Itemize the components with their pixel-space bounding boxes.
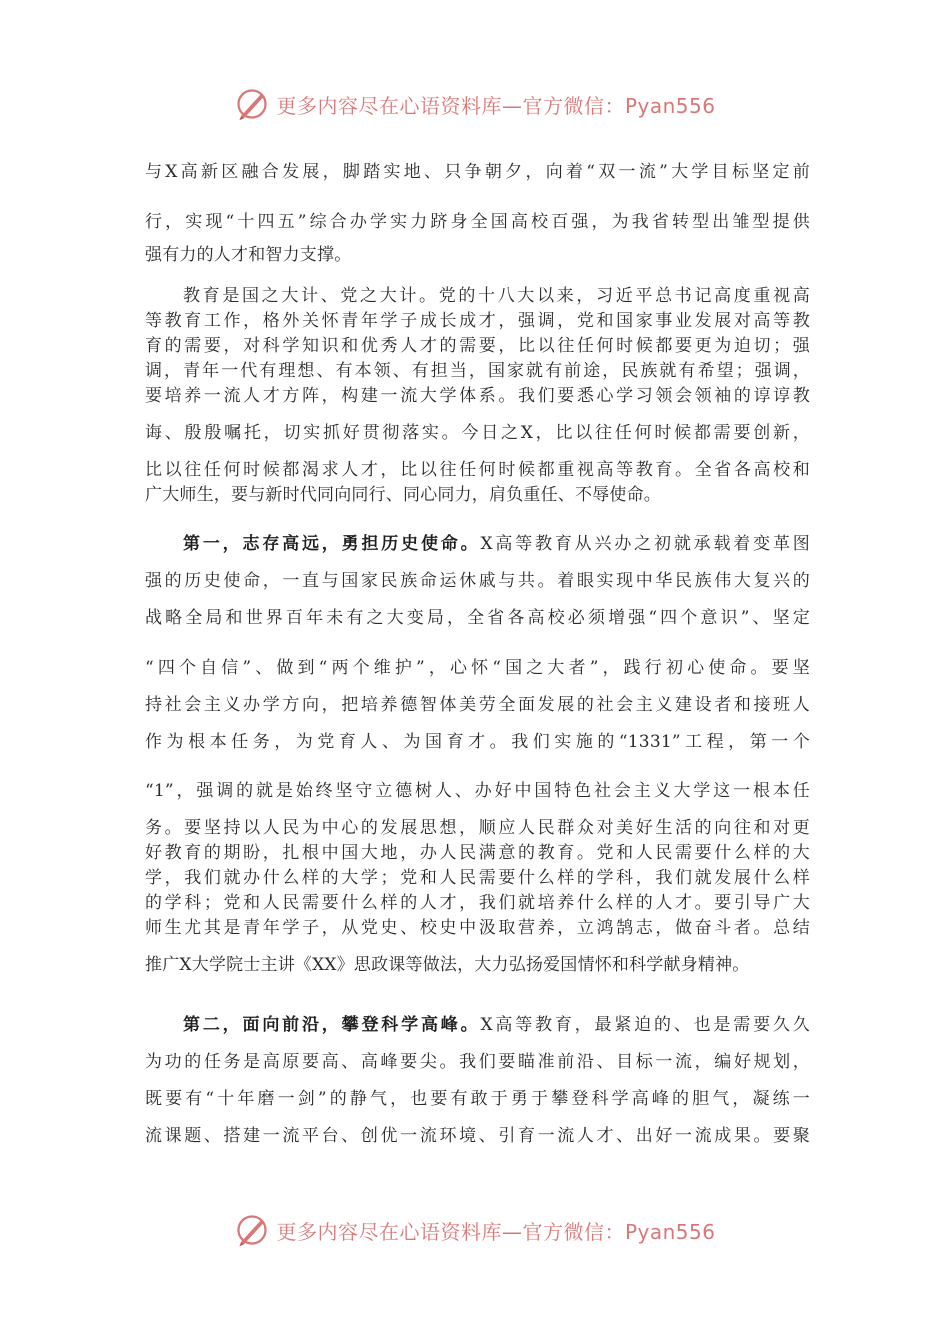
text-line: 教育是国之大计、党之大计。党的十八大以来，习近平总书记高度重视高 bbox=[183, 286, 810, 306]
text-line: 与X高新区融合发展，脚踏实地、只争朝夕，向着“双一流”大学目标坚定前 bbox=[145, 162, 810, 182]
text-line: 学，我们就办什么样的大学；党和人民需要什么样的学科，我们就发展什么样 bbox=[145, 868, 810, 888]
text-line: 比以往任何时候都渴求人才，比以往任何时候都重视高等教育。全省各高校和 bbox=[145, 460, 810, 480]
text-line: 师生尤其是青年学子，从党史、校史中汲取营养，立鸿鹄志，做奋斗者。总结 bbox=[145, 918, 810, 938]
text-line: 要培养一流人才方阵，构建一流大学体系。我们要悉心学习领会领袖的谆谆教 bbox=[145, 386, 810, 406]
text-line: X高等教育从兴办之初就承载着变革图 bbox=[480, 534, 810, 554]
text-line: 持社会主义办学方向，把培养德智体美劳全面发展的社会主义建设者和接班人 bbox=[145, 695, 810, 715]
text-line: “四个自信”、做到“两个维护”，心怀“国之大者”，践行初心使命。要坚 bbox=[145, 658, 810, 678]
text-line: 诲、殷殷嘱托，切实抓好贯彻落实。今日之X，比以往任何时候都需要创新， bbox=[145, 423, 810, 443]
text-line: 调，青年一代有理想、有本领、有担当，国家就有前途，民族就有希望；强调， bbox=[145, 361, 810, 381]
text-line: 既要有“十年磨一剑”的静气，也要有敢于勇于攀登科学高峰的胆气，凝练一 bbox=[145, 1089, 810, 1109]
heading-first: 第一，志存高远，勇担历史使命。 bbox=[183, 534, 481, 554]
text-line: 强有力的人才和智力支撑。 bbox=[145, 245, 352, 265]
text-line: 广大师生，要与新时代同向同行、同心同力，肩负重任、不辱使命。 bbox=[145, 485, 661, 505]
pen-logo-icon bbox=[234, 1212, 270, 1248]
pen-logo-icon bbox=[234, 86, 270, 122]
text-line: 务。要坚持以人民为中心的发展思想，顺应人民群众对美好生活的向往和对更 bbox=[145, 818, 810, 838]
paragraph-first bbox=[183, 533, 810, 555]
text-line: X高等教育，最紧迫的、也是需要久久 bbox=[480, 1015, 810, 1035]
text-line: 流课题、搭建一流平台、创优一流环境、引育一流人才、出好一流成果。要聚 bbox=[145, 1126, 810, 1146]
text-line: “1”，强调的就是始终坚守立德树人、办好中国特色社会主义大学这一根本任 bbox=[145, 781, 810, 801]
paragraph-second bbox=[183, 1014, 810, 1036]
text-line: 行，实现“十四五”综合办学实力跻身全国高校百强，为我省转型出雏型提供 bbox=[145, 212, 810, 232]
text-line: 作为根本任务，为党育人、为国育才。我们实施的“1331”工程，第一个 bbox=[145, 732, 810, 752]
watermark-text: 更多内容尽在心语资料库—官方微信：Pyan556 bbox=[276, 1219, 716, 1244]
text-line: 强的历史使命，一直与国家民族命运休戚与共。着眼实现中华民族伟大复兴的 bbox=[145, 571, 810, 591]
text-line: 的学科；党和人民需要什么样的人才，我们就培养什么样的人才。要引导广大 bbox=[145, 893, 810, 913]
text-line: 好教育的期盼，扎根中国大地，办人民满意的教育。党和人民需要什么样的大 bbox=[145, 843, 810, 863]
text-line: 等教育工作，格外关怀青年学子成长成才，强调，党和国家事业发展对高等教 bbox=[145, 311, 810, 331]
heading-second: 第二，面向前沿，攀登科学高峰。 bbox=[183, 1015, 481, 1035]
header-watermark bbox=[0, 84, 950, 124]
text-line: 为功的任务是高原要高、高峰要尖。我们要瞄准前沿、目标一流，编好规划， bbox=[145, 1052, 810, 1072]
watermark-text: 更多内容尽在心语资料库—官方微信：Pyan556 bbox=[276, 93, 716, 118]
footer-watermark bbox=[0, 1210, 950, 1250]
text-line: 育的需要，对科学知识和优秀人才的需要，比以往任何时候都要更为迫切；强 bbox=[145, 336, 810, 356]
text-line: 战略全局和世界百年未有之大变局，全省各高校必须增强“四个意识”、坚定 bbox=[145, 608, 810, 628]
text-line: 推广X大学院士主讲《XX》思政课等做法，大力弘扬爱国情怀和科学献身精神。 bbox=[145, 955, 750, 975]
